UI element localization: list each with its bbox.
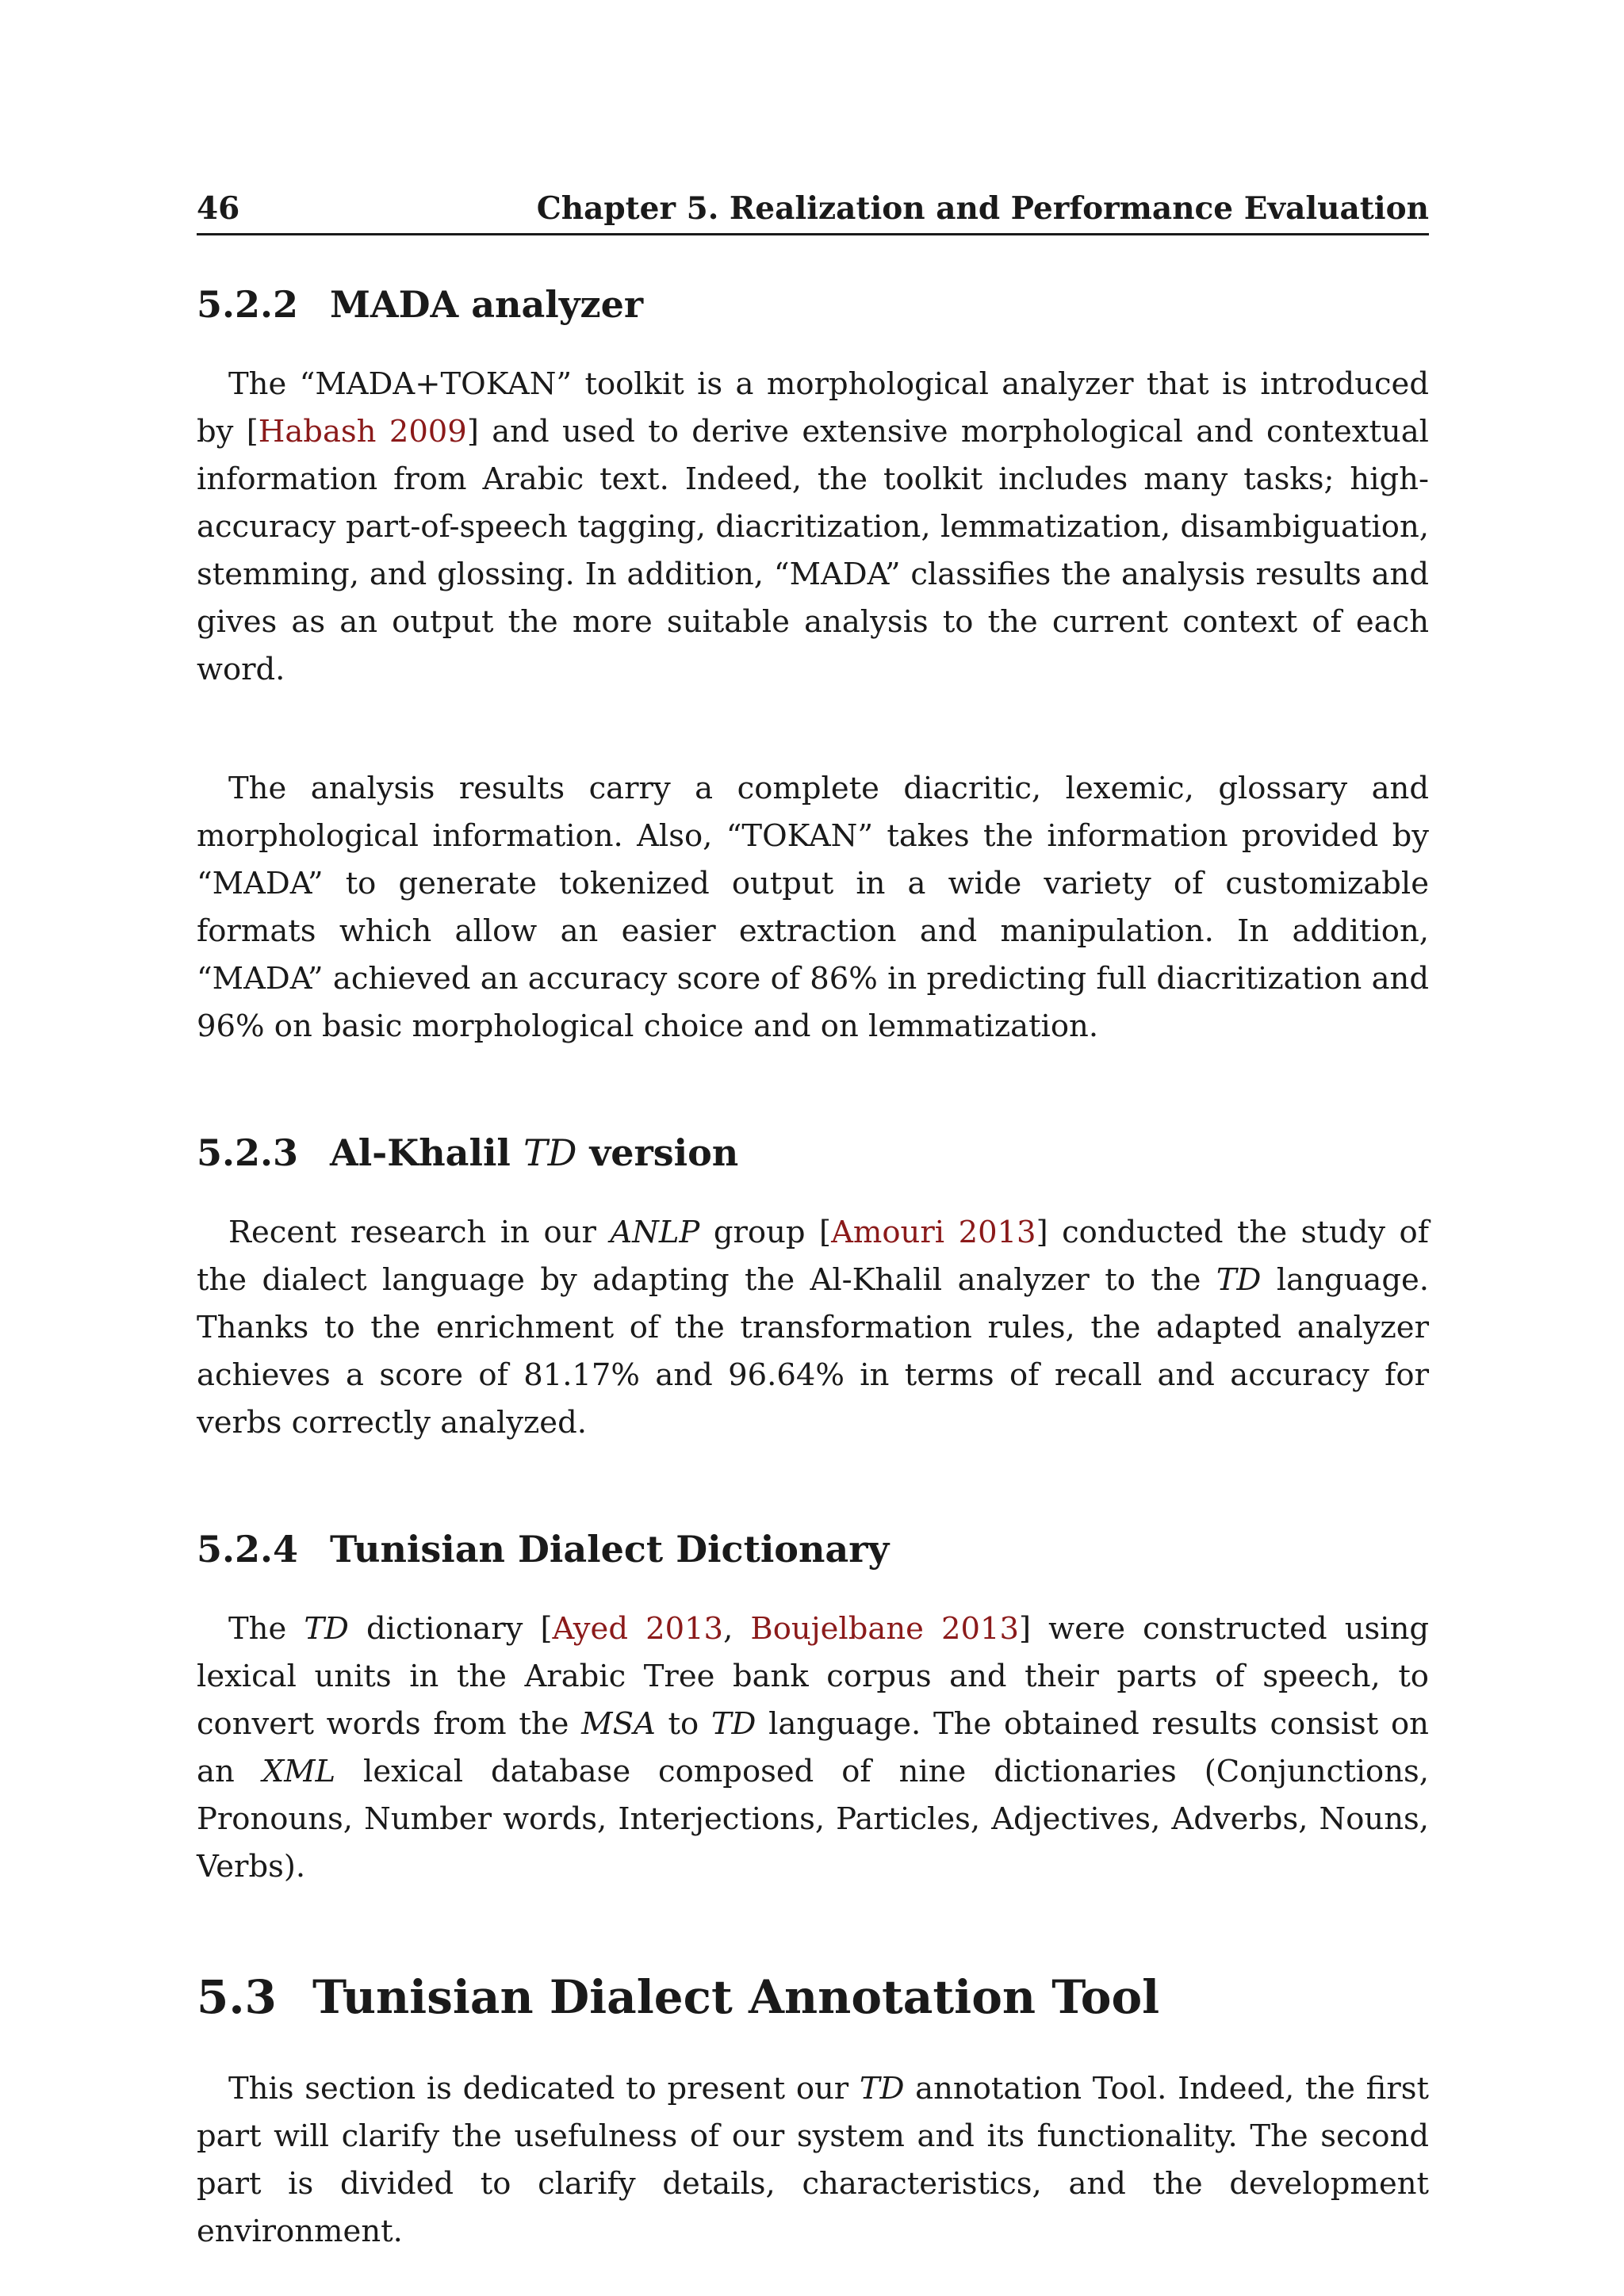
text-run: language. Thanks to the enrichment of the transformation rules, the adapted analyzer achieves a score of 81.17% and 96.64% in terms of recall and accuracy for verbs correctly analyzed. (197, 1262, 1429, 1441)
paragraph-alkhalil (197, 1209, 1429, 1447)
subsection-heading-5-2-2 (197, 283, 1429, 326)
text-run: ] were constructed using lexical units in the Arabic Tree bank corpus and their parts of speech, to convert words from the (197, 1611, 1430, 1742)
text-run: The (228, 1611, 304, 1647)
math-term: TD (523, 1131, 577, 1174)
math-term: TD (304, 1611, 349, 1647)
text-run: Recent research in our (228, 1215, 611, 1250)
section-title: Tunisian Dialect Annotation Tool (312, 1970, 1160, 2024)
subsection-title: Tunisian Dialect Dictionary (330, 1528, 890, 1571)
citation-link[interactable]: Ayed 2013 (552, 1611, 724, 1647)
text-run: version (576, 1131, 739, 1174)
subsection-number: 5.2.3 (197, 1131, 299, 1174)
math-term: XML (262, 1754, 336, 1789)
subsection-heading-5-2-4 (197, 1528, 1429, 1571)
paragraph-mada-1 (197, 361, 1429, 694)
page (197, 190, 1429, 2256)
text-run: This section is dedicated to present our (228, 2071, 860, 2107)
citation-link[interactable]: Habash 2009 (258, 414, 467, 450)
math-term: TD (1216, 1262, 1262, 1298)
subsection-number: 5.2.2 (197, 283, 299, 326)
subsection-heading-5-2-3 (197, 1131, 1429, 1174)
citation-link[interactable]: Boujelbane 2013 (750, 1611, 1019, 1647)
text-run: lexical database composed of nine dictionaries (Conjunctions, Pronouns, Number words, Interjections, Particles, Adjectives, Adverbs, Nouns, Verbs). (197, 1754, 1429, 1885)
math-term: TD (859, 2071, 905, 2107)
text-run: group [ (699, 1215, 832, 1250)
text-run: The “MADA+TOKAN” toolkit is a morphological analyzer that is introduced by [ (197, 366, 1429, 450)
paragraph-mada-2: The analysis results carry a complete diacritic, lexemic, glossary and morphological information. Also, “TOKAN” takes the information provided by “MADA” to generate tokenized output in a wide variety of customizable formats which allow an easier extraction and manipulation. In addition, “MADA” achieved an accuracy score of 86% in predicting full diacritization and 96% on basic morphological choice and on lemmatization. (197, 771, 1429, 1044)
page-number: 46 (197, 190, 240, 227)
text-run: ] and used to derive extensive morphological and contextual information from Arabic text. Indeed, the toolkit includes many tasks; high-accuracy part-of-speech tagging, diacritization, lemmatization, disambiguation, stemming, and glossing. In addition, “MADA” classifies the analysis results and gives as an output the more suitable analysis to the current context of each word. (197, 414, 1429, 687)
section-heading-5-3 (197, 1970, 1429, 2024)
citation-link[interactable]: Amouri 2013 (831, 1215, 1036, 1250)
math-term: MSA (581, 1706, 656, 1742)
math-term: TD (710, 1706, 756, 1742)
running-header (197, 190, 1429, 235)
text-run: ] conducted the study of the dialect language by adapting the Al-Khalil analyzer to the (197, 1215, 1429, 1298)
subsection-number: 5.2.4 (197, 1528, 299, 1571)
subsection-title (330, 1131, 738, 1174)
math-term: ANLP (610, 1215, 700, 1250)
text-run: Al-Khalil (330, 1131, 523, 1174)
text-run: language. The obtained results consist on an (197, 1706, 1429, 1789)
paragraph-annotation-tool (197, 2065, 1429, 2256)
chapter-title: Chapter 5. Realization and Performance Evaluation (536, 190, 1429, 227)
text-run: annotation Tool. Indeed, the first part will clarify the usefulness of our system and its functionality. The second part is divided to clarify details, characteristics, and the development environment. (197, 2071, 1429, 2249)
text-run: dictionary [ (348, 1611, 553, 1647)
subsection-title: MADA analyzer (330, 283, 644, 326)
section-number: 5.3 (197, 1970, 277, 2024)
text-run: , (723, 1611, 751, 1647)
text-run: to (655, 1706, 711, 1742)
paragraph-dictionary (197, 1605, 1429, 1891)
